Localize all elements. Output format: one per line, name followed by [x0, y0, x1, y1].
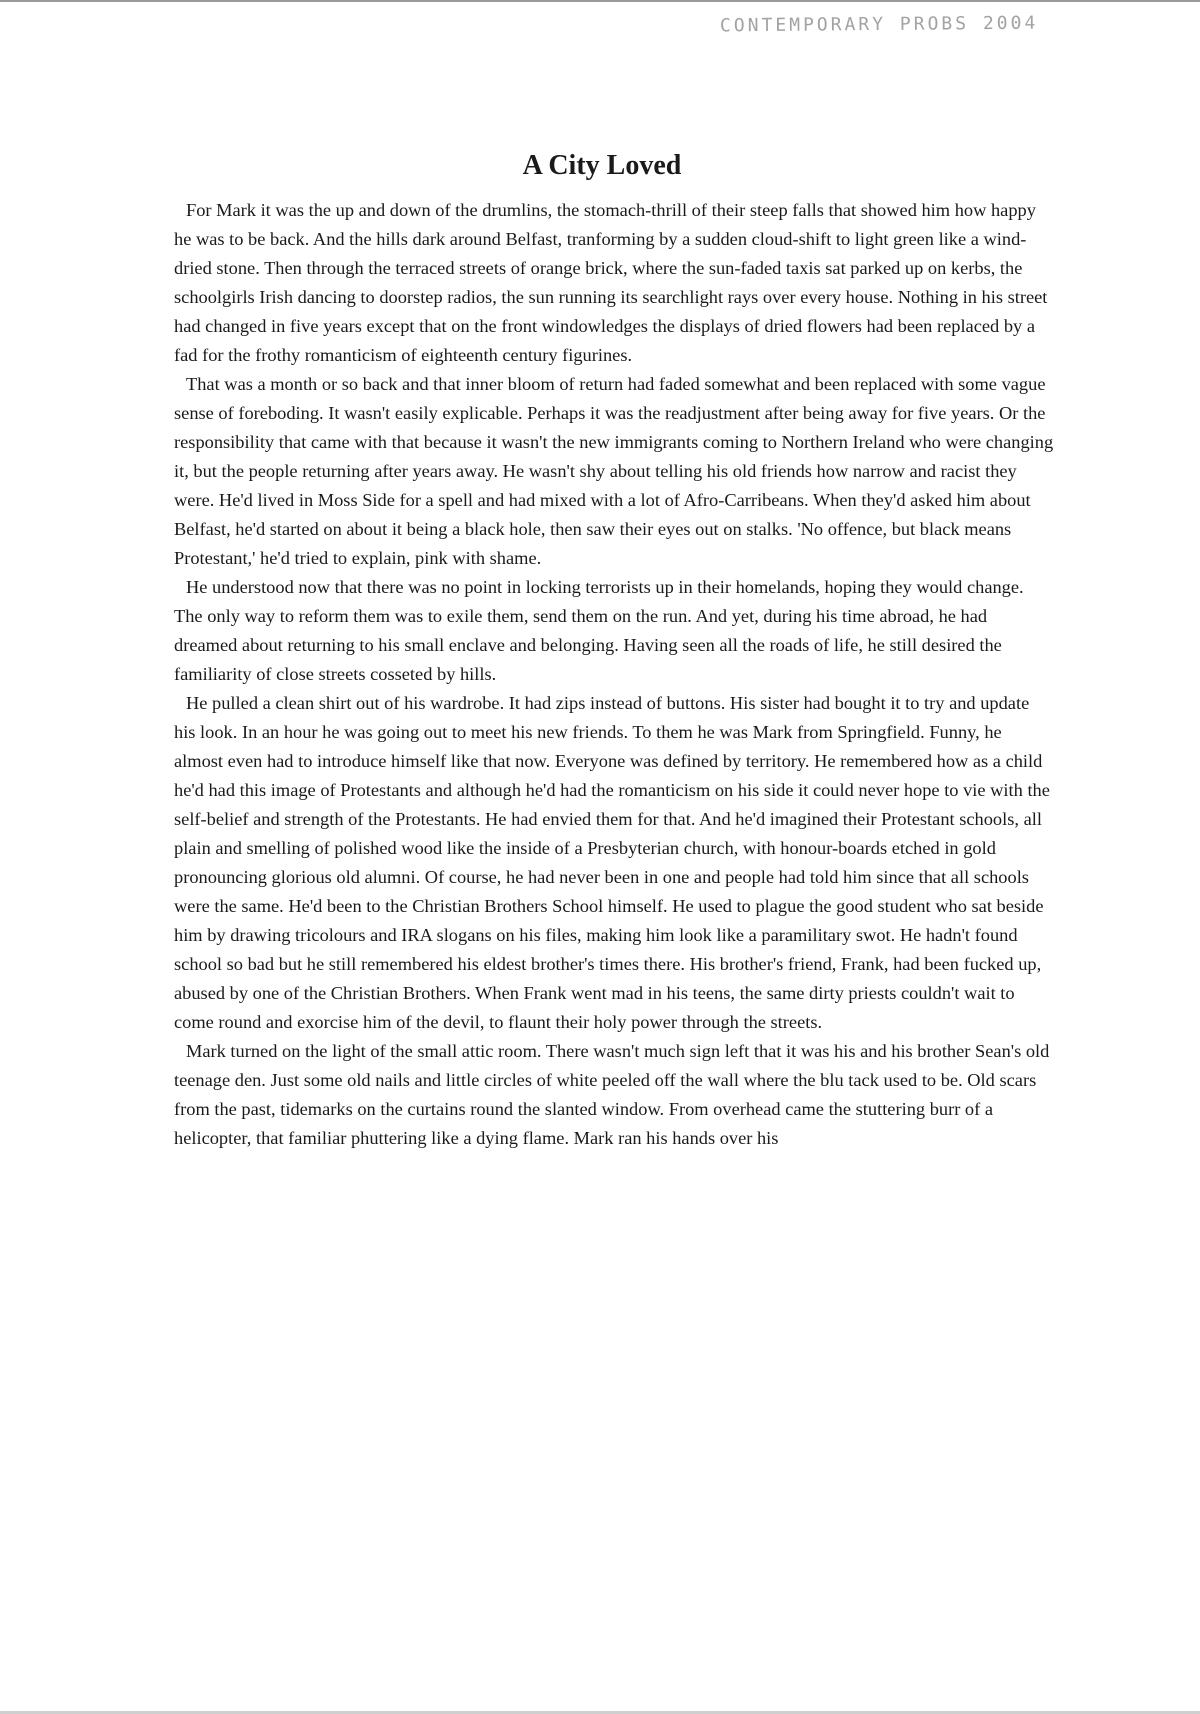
paragraph-1: For Mark it was the up and down of the drumlins, the stomach-thrill of their steep falls that showed him how happy he was to be back. And the hills dark around Belfast, tranforming by a sudden cloud-shift to light green like a wind-dried stone. Then through the terraced streets of orange brick, where the sun-faded taxis sat parked up on kerbs, the schoolgirls Irish dancing to doorstep radios, the sun running its searchlight rays over every house. Nothing in his street had changed in five years except that on the front windowledges the displays of dried flowers had been replaced by a fad for the frothy romanticism of eighteenth century figurines. — [174, 200, 1048, 365]
paragraph-3: He understood now that there was no point in locking terrorists up in their homelands, hoping they would change. The only way to reform them was to exile them, send them on the run. And yet, during his time abroad, he had dreamed about returning to his small enclave and belonging. Having seen all the roads of life, he still desired the familiarity of close streets cosseted by hills. — [174, 577, 1024, 684]
paragraph-5: Mark turned on the light of the small attic room. There wasn't much sign left that it was his and his brother Sean's old teenage den. Just some old nails and little circles of white peeled off the wall where the blu tack used to be. Old scars from the past, tidemarks on the curtains round the slanted window. From overhead came the stuttering burr of a helicopter, that familiar phuttering like a dying flame. Mark ran his hands over his — [174, 1041, 1050, 1148]
paragraph-2: That was a month or so back and that inner bloom of return had faded somewhat and been replaced with some vague sense of foreboding. It wasn't easily explicable. Perhaps it was the readjustment after being away for five years. Or the responsibility that came with that because it wasn't the new immigrants coming to Northern Ireland who were changing it, but the people returning after years away. He wasn't shy about telling his old friends how narrow and racist they were. He'd lived in Moss Side for a spell and had mixed with a lot of Afro-Carribeans. When they'd asked him about Belfast, he'd started on about it being a black hole, then saw their eyes out on stalks. 'No offence, but black means Protestant,' he'd tried to explain, pink with shame. — [174, 374, 1054, 568]
paragraph-4: He pulled a clean shirt out of his wardrobe. It had zips instead of buttons. His sister had bought it to try and update his look. In an hour he was going out to meet his new friends. To them he was Mark from Springfield. Funny, he almost even had to introduce himself like that now. Everyone was defined by territory. He remembered how as a child he'd had this image of Protestants and although he'd had the romanticism on his side it could never hope to vie with the self-belief and strength of the Protestants. He had envied them for that. And he'd imagined their Protestant schools, all plain and smelling of polished wood like the inside of a Presbyterian church, with honour-boards etched in gold pronouncing glorious old alumni. Of course, he had never been in one and people had told him since that all schools were the same. He'd been to the Christian Brothers School himself. He used to plague the good student who sat beside him by drawing tricolours and IRA slogans on his files, making him look like a paramilitary swot. He hadn't found school so bad but he still remembered his eldest brother's times there. His brother's friend, Frank, had been fucked up, abused by one of the Christian Brothers. When Frank went mad in his teens, the same dirty priests couldn't wait to come round and exorcise him of the devil, to flaunt their holy power through the streets. — [174, 693, 1050, 1032]
handwritten-annotation: CONTEMPORARY PROBS 2004 — [719, 12, 1039, 37]
document-page — [174, 150, 1054, 1153]
document-title: A City Loved — [522, 150, 682, 181]
scan-edge-top — [0, 0, 1200, 2]
